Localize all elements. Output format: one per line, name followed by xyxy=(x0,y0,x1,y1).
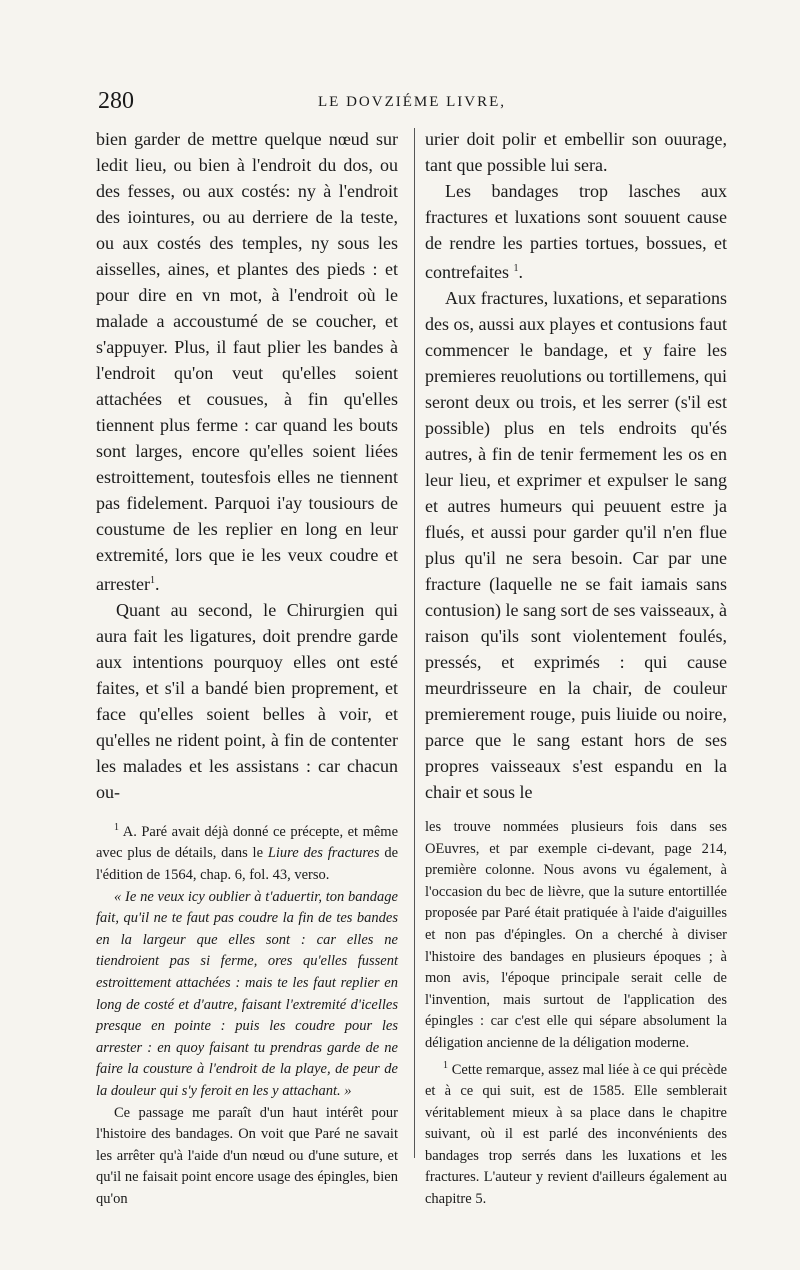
book-title: Liure des fractures xyxy=(267,845,380,862)
left-main-text xyxy=(96,126,398,805)
left-column xyxy=(96,126,398,1211)
running-head: LE DOVZIÉME LIVRE, xyxy=(318,94,507,110)
footnote-ref: 1 xyxy=(149,575,155,586)
footnote: $^1$ A. Paré avait déjà donné ce précepte, et même avec plus de détails, dans le Liure des fractures de l'édition de 1564, chap. 6, fol. 43, verso. xyxy=(96,822,399,884)
right-column xyxy=(425,126,727,1211)
paragraph-continuation: urier doit polir et embellir son ouurage, tant que possible lui sera. xyxy=(425,129,727,175)
footnote-marker: 1 xyxy=(114,822,119,833)
column-rule xyxy=(414,128,415,1158)
footnote-ref: 1 xyxy=(513,263,519,274)
footnote-paragraph: Ce passage me paraît d'un haut intérêt pour l'histoire des bandages. On voit que Paré ne savait les arrêter qu'à l'aide d'un nœud ou d'une suture, et qu'il ne faisait point encore usage des épingles, bien qu'on xyxy=(96,1104,398,1207)
right-main-text xyxy=(425,126,727,805)
footnote-separator xyxy=(96,805,398,817)
page-number: 280 xyxy=(98,88,134,114)
paragraph: Les bandages trop lasches aux fractures et luxations sont souuent cause de rendre les parties tortues, bossues, et contrefaites $^1$. xyxy=(425,181,727,282)
right-footnotes xyxy=(425,817,727,1211)
paragraph: bien garder de mettre quelque nœud sur ledit lieu, ou bien à l'endroit du dos, ou des fesses, ou aux costés: ny à l'endroit des iointures, ou au derriere de la teste, ou aux costés des temples, ny sous les aisselles, aines, et plantes des pieds : et pour dire en vn mot, à l'endroit où le malade a accoustumé de se coucher, et s'appuyer. Plus, il faut plier les bandes à l'endroit qu'on veut qu'elles soient attachées et cousues, à fin qu'elles tiennent plus ferme : car quand les bouts sont larges, encore qu'elles soient liées estroittement, toutesfois elles ne tiennent pas fidelement. Parquoi i'ay tousiours de coustume de les replier en long en leur extremité, lors que ie les veux coudre et arrester$^1$. xyxy=(96,129,398,594)
paragraph: Aux fractures, luxations, et separations des os, aussi aux playes et contusions faut commencer le bandage, et y faire les premieres reuolutions ou tortillemens, qui seront deux ou trois, et les serrer (s'il est possible) plus en tels endroits qu'és autres, à fin de tenir fermement les os en leur lieu, et exprimer et expulser le sang et autres humeurs qui peuuent estre ja flués, et aussi pour garder qu'il n'en flue plus qu'il ne sera besoin. Car par une fracture (laquelle ne se fait iamais sans contusion) le sang sort de ses vaisseaux, à raison qu'ils sont violentement foulés, pressés, et exprimés : qui cause meurdrisseure en la chair, de couleur premierement rouge, puis liuide ou noire, parce que le sang estant hors de ses propres vaisseaux s'est espandu en la chair et sous le xyxy=(425,288,727,802)
footnote: $^1$ Cette remarque, assez mal liée à ce qui précède et à ce qui suit, est de 1585. Elle semblerait véritablement mieux à sa place dans le chapitre suivant, où il est parlé des inconvénients des bandages trop serrés dans les luxations et les fractures. L'auteur y revient d'ailleurs également au chapitre 5. xyxy=(425,1059,728,1207)
paragraph: Quant au second, le Chirurgien qui aura fait les ligatures, doit prendre garde aux intentions pourquoy elles ont esté faites, et s'il a bandé bien proprement, et face qu'elles soient belles à voir, et qu'elles ne rident point, à fin de contenter les malades et les assistans : car chacun ou- xyxy=(96,600,398,802)
footnote-separator xyxy=(425,805,727,817)
page-header xyxy=(98,88,738,124)
footnote-marker: 1 xyxy=(443,1059,448,1071)
left-footnotes xyxy=(96,817,398,1211)
footnote-quotation: « Ie ne veux icy oublier à t'aduertir, ton bandage fait, qu'il ne te faut pas coudre la fin de tes bandes en la largeur que elles sont : car elles ne tiendroient pas si ferme, ores qu'elles fussent estroittement attachées : mais te les faut replier en long de costé et d'autre, faisant l'extremité d'icelles presque en pointe : puis les coudre pour les arrester : en quoy faisant tu prendras garde de ne faire la cousture à l'endroit de la playe, de peur de la douleur qui s'y feroit en les y attachant. » xyxy=(96,888,398,1099)
footnote-continuation: les trouve nommées plusieurs fois dans ses OEuvres, et par exemple ci-devant, page 214, première colonne. Nous avons vu également, à l'occasion du bec de lièvre, que la suture entortillée proposée par Paré était pratiquée à l'aide d'aiguilles et non pas d'épingles. On a cherché à diviser l'histoire des bandages en plusieurs époques ; à mon avis, l'époque principale serait celle de l'invention, mais surtout de l'application des épingles : car c'est elle qui sépare absolument la déligation ancienne de la déligation moderne. xyxy=(425,819,727,1051)
